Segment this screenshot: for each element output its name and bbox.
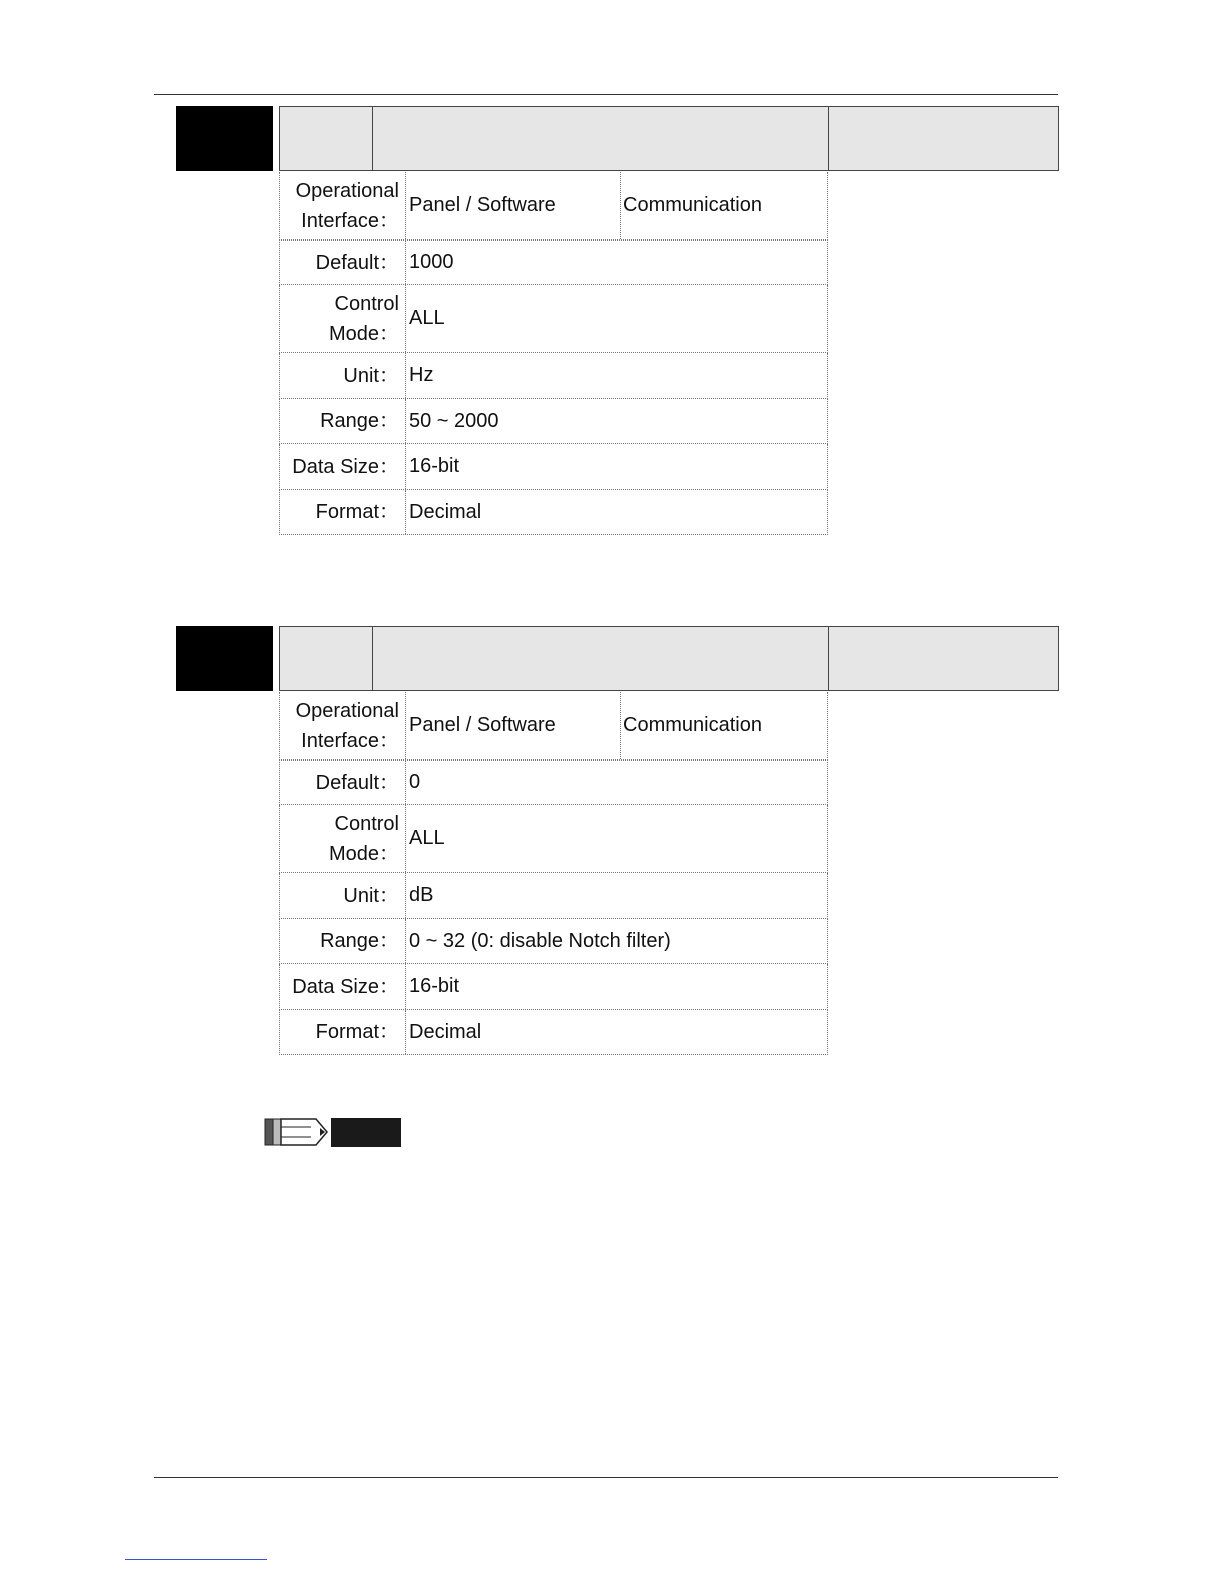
control-mode-value: ALL: [409, 307, 445, 329]
control-mode-label: Control Mode：: [280, 805, 406, 872]
pencil-note-icon: [264, 1116, 330, 1148]
unit-value: dB: [409, 884, 434, 906]
unit-row: [279, 873, 828, 919]
format-row: [279, 1010, 828, 1055]
default-label: Default：: [280, 241, 406, 284]
default-value: 1000: [409, 251, 454, 273]
default-value: 0: [409, 771, 421, 793]
control-mode-row: [279, 805, 828, 873]
control-mode-value: ALL: [409, 827, 445, 849]
unit-value: Hz: [409, 364, 434, 386]
parameter-effective-cell: [828, 626, 1059, 691]
range-label: Range：: [280, 919, 406, 963]
data-size-label: Data Size：: [280, 444, 406, 489]
parameter-name-cell: [372, 106, 829, 171]
header-rule: [154, 94, 1058, 95]
interface-label: Operational Interface：: [280, 172, 406, 239]
data-size-row: [279, 964, 828, 1010]
format-value: Decimal: [409, 1020, 482, 1043]
range-label: Range：: [280, 399, 406, 443]
footer-link-underline[interactable]: [125, 1559, 267, 1560]
unit-label: Unit：: [280, 353, 406, 398]
parameter-address-cell: [279, 626, 374, 691]
format-value: Decimal: [409, 500, 482, 523]
parameter-effective-cell: [828, 106, 1059, 171]
interface-panel-value: Panel / Software: [409, 194, 556, 216]
unit-label: Unit：: [280, 873, 406, 918]
control-mode-row: [279, 285, 828, 353]
format-label: Format：: [280, 490, 406, 534]
range-row: [279, 399, 828, 444]
control-mode-label: Control Mode：: [280, 285, 406, 352]
format-row: [279, 490, 828, 535]
interface-comm-value: Communication: [620, 692, 827, 759]
data-size-row: [279, 444, 828, 490]
interface-label: Operational Interface：: [280, 692, 406, 759]
default-row: [279, 760, 828, 805]
parameter-address-cell: [279, 106, 374, 171]
range-value: 0 ~ 32 (0: disable Notch filter): [409, 929, 671, 952]
footer-rule: [154, 1477, 1058, 1478]
format-label: Format：: [280, 1010, 406, 1054]
parameter-code-box: [176, 106, 273, 171]
range-row: [279, 919, 828, 964]
note-label-box: [331, 1118, 401, 1147]
parameter-code-box: [176, 626, 273, 691]
default-label: Default：: [280, 761, 406, 804]
unit-row: [279, 353, 828, 399]
interface-row: [279, 172, 828, 240]
default-row: [279, 240, 828, 285]
data-size-value: 16-bit: [409, 975, 460, 997]
range-value: 50 ~ 2000: [409, 409, 499, 432]
interface-comm-value: Communication: [620, 172, 827, 239]
parameter-name-cell: [372, 626, 829, 691]
data-size-label: Data Size：: [280, 964, 406, 1009]
data-size-value: 16-bit: [409, 455, 460, 477]
interface-row: [279, 692, 828, 760]
interface-panel-value: Panel / Software: [409, 714, 556, 736]
